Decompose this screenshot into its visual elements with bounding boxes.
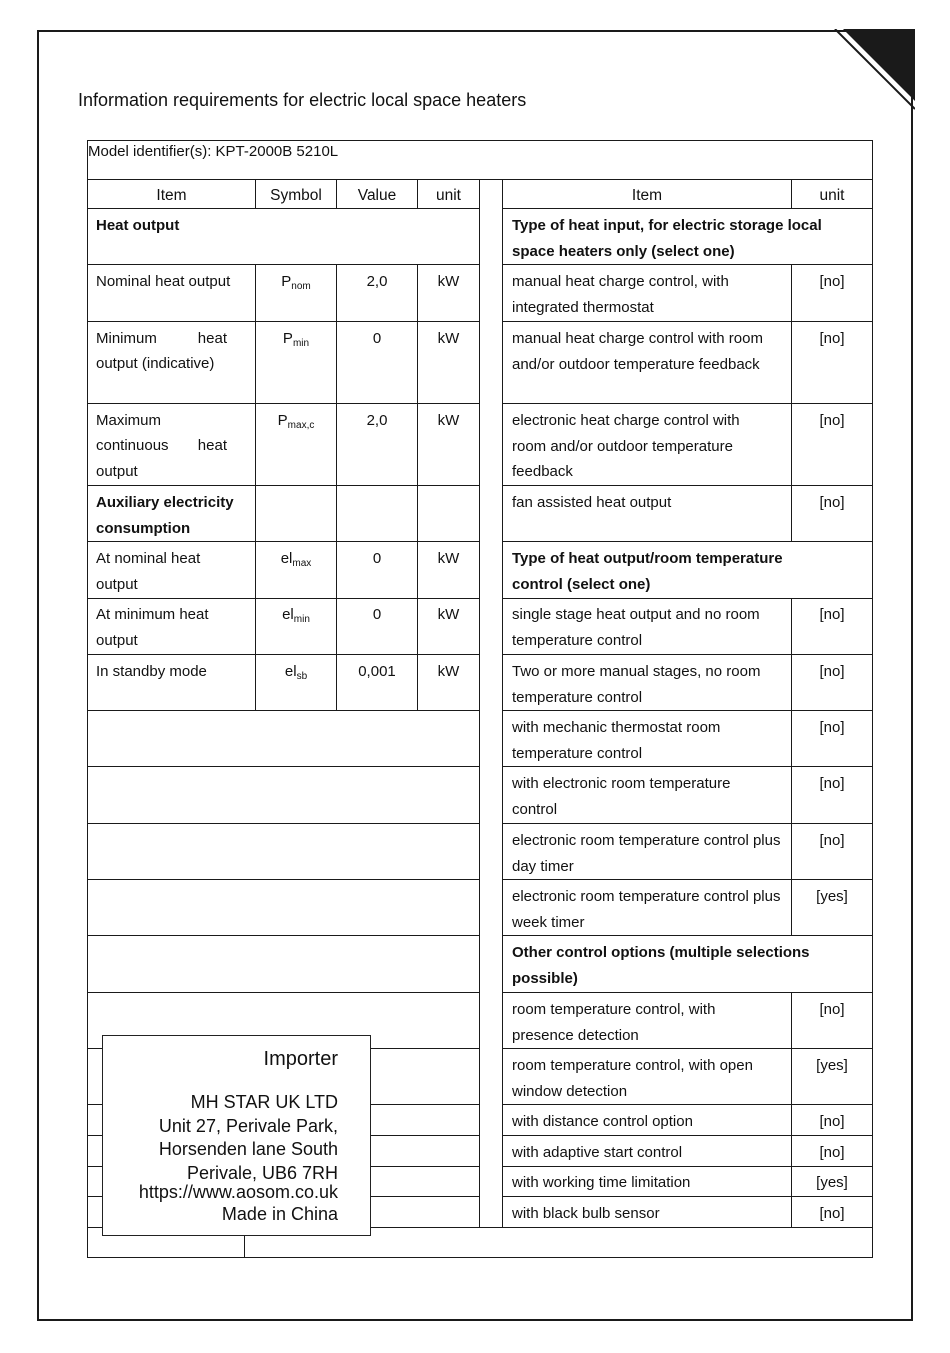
right-unit-cell: [no] — [819, 663, 845, 680]
left-row-label: Heat output — [96, 217, 180, 234]
right-unit-cell: [yes] — [816, 888, 848, 905]
unit-cell: kW — [437, 412, 460, 429]
right-row-label: with adaptive start control — [512, 1144, 683, 1161]
right-unit-cell: [no] — [819, 330, 845, 347]
unit-cell: kW — [437, 606, 460, 623]
unit-cell: kW — [437, 663, 460, 680]
right-unit-cell: [no] — [819, 1113, 845, 1130]
unit-cell: kW — [437, 330, 460, 347]
value-cell: 0 — [372, 606, 382, 623]
left-row-label: At minimum heat output — [96, 606, 209, 649]
right-row-label: room temperature control, with presence detection — [512, 1001, 716, 1044]
unit-cell: kW — [437, 550, 460, 567]
right-unit-cell: [no] — [819, 1001, 845, 1018]
symbol-cell: $el_{min}$ — [282, 606, 310, 625]
page-title: Information requirements for electric local space heaters — [78, 90, 527, 110]
right-unit-cell: [no] — [819, 1205, 845, 1222]
importer-heading: Importer — [263, 1048, 338, 1070]
right-row-label: manual heat charge control with room and/or outdoor temperature feedback — [512, 330, 763, 373]
header-unit-right: unit — [819, 187, 845, 204]
importer-origin: Made in China — [221, 1204, 338, 1224]
value-cell: 2,0 — [366, 273, 388, 290]
symbol-cell: $P_{nom}$ — [281, 273, 311, 292]
right-row-label: Other control options (multiple selections possible) — [512, 944, 810, 987]
right-unit-cell: [no] — [819, 775, 845, 792]
model-identifier: Model identifier(s): KPT-2000B 5210L — [88, 143, 339, 160]
right-unit-cell: [no] — [819, 494, 845, 511]
right-row-label: electronic room temperature control plus week timer — [512, 888, 781, 931]
left-row-label: Nominal heat output — [96, 273, 231, 290]
importer-address-line2: Horsenden lane South — [158, 1139, 338, 1159]
value-cell: 0,001 — [358, 663, 396, 680]
right-unit-cell: [no] — [819, 412, 845, 429]
importer-label — [102, 1035, 371, 1236]
header-symbol: Symbol — [270, 187, 322, 204]
right-row-label: fan assisted heat output — [512, 494, 672, 511]
value-cell: 0 — [372, 550, 382, 567]
right-unit-cell: [yes] — [816, 1174, 848, 1191]
importer-company: MH STAR UK LTD — [190, 1092, 338, 1112]
right-unit-cell: [no] — [819, 832, 845, 849]
right-row-label: with mechanic thermostat room temperature control — [512, 719, 721, 762]
right-row-label: with distance control option — [512, 1113, 693, 1130]
right-row-label: Type of heat input, for electric storage local space heaters only (select one) — [512, 217, 822, 260]
right-row-label: electronic heat charge control with room and/or outdoor temperature feedback — [512, 412, 740, 480]
unit-cell: kW — [437, 273, 460, 290]
header-value: Value — [357, 187, 397, 204]
right-row-label: single stage heat output and no room temperature control — [512, 606, 760, 649]
right-row-label: with black bulb sensor — [512, 1205, 660, 1222]
importer-address-line1: Unit 27, Perivale Park, — [158, 1116, 338, 1136]
left-row-label-line: output (indicative) — [96, 355, 215, 372]
value-cell: 0 — [372, 330, 382, 347]
importer-website: https://www.aosom.co.uk — [138, 1182, 338, 1202]
right-unit-cell: [no] — [819, 1144, 845, 1161]
left-row-label-line: continuous heat — [96, 437, 227, 454]
value-cell: 2,0 — [366, 412, 388, 429]
left-row-label: In standby mode — [96, 663, 207, 680]
right-row-label: room temperature control, with open window detection — [512, 1057, 753, 1100]
right-unit-cell: [no] — [819, 606, 845, 623]
right-unit-cell: [no] — [819, 273, 845, 290]
header-item-right: Item — [631, 187, 663, 204]
symbol-cell: $el_{sb}$ — [284, 663, 308, 682]
left-row-label-line: Minimum heat — [96, 330, 227, 347]
symbol-cell: $el_{max}$ — [280, 550, 312, 569]
right-row-label: manual heat charge control, with integrated thermostat — [512, 273, 729, 316]
right-row-label: Two or more manual stages, no room temperature control — [512, 663, 761, 706]
right-row-label: Type of heat output/room temperature control (select one) — [512, 550, 783, 593]
left-row-label: Auxiliary electricity consumption — [96, 494, 234, 537]
importer-address-line3: Perivale, UB6 7RH — [186, 1163, 338, 1183]
corner-mark — [833, 29, 915, 111]
right-unit-cell: [yes] — [816, 1057, 848, 1074]
right-row-label: electronic room temperature control plus day timer — [512, 832, 781, 875]
right-unit-cell: [no] — [819, 719, 845, 736]
header-item-left: Item — [156, 187, 187, 204]
right-row-label: with electronic room temperature control — [512, 775, 731, 818]
left-row-label-line: output — [96, 463, 138, 480]
header-unit-left: unit — [436, 187, 461, 204]
right-row-label: with working time limitation — [512, 1174, 691, 1191]
left-row-label-line: Maximum — [96, 412, 162, 429]
symbol-cell: $P_{max,c}$ — [277, 412, 315, 431]
symbol-cell: $P_{min}$ — [282, 330, 310, 349]
left-row-label: At nominal heat output — [96, 550, 201, 593]
